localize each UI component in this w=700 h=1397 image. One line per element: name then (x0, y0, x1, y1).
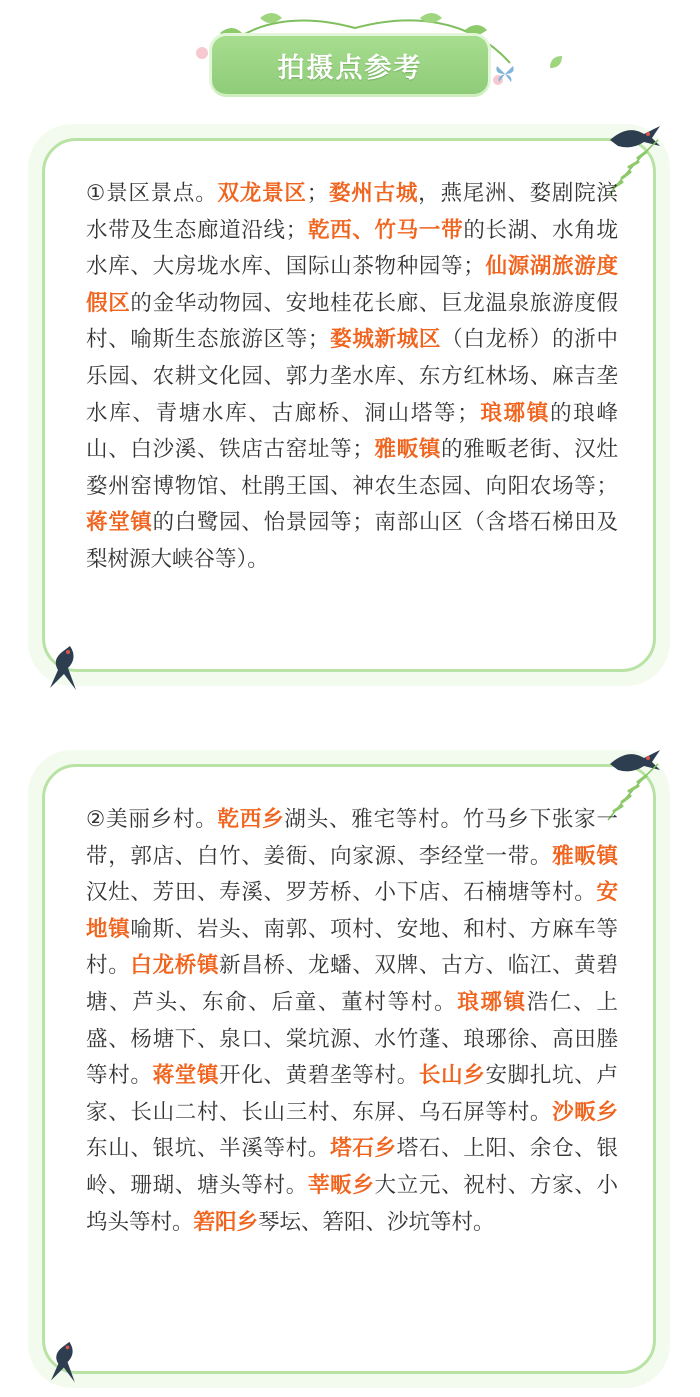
body-text: 塔石、上阳、余仓、银岭、珊瑚、塘头等村。 (86, 1136, 618, 1198)
highlighted-place-name: 长山乡 (418, 1063, 486, 1089)
body-text: 的金华动物园、安地桂花长廊、巨龙温泉旅游度假村、喻斯生态旅游区等； (86, 290, 618, 353)
body-text: 的长湖、水角垅水库、大房垅水库、国际山茶物种园等； (86, 217, 618, 280)
highlighted-place-name: 琅琊镇 (457, 989, 527, 1015)
body-text: 的白鹭园、怡景园等；南部山区（含塔石梯田及梨树源大峡谷等）。 (86, 510, 618, 572)
butterfly-icon (494, 64, 516, 84)
body-text: 东山、银坑、半溪等村。 (86, 1136, 331, 1162)
header (0, 0, 700, 110)
body-text: 新昌桥、龙蟠、双牌、古方、临江、黄碧塘、芦头、东俞、后童、董村等村。 (86, 953, 618, 1015)
body-text: 浩仁、上盛、杨塘下、泉口、棠坑源、水竹蓬、琅琊徐、高田塍等村。 (86, 989, 618, 1089)
body-text: 的琅峰山、白沙溪、铁店古窑址等； (86, 400, 618, 463)
body-text: ②美丽乡村。 (86, 807, 218, 832)
swallow-icon (42, 1340, 82, 1386)
highlighted-place-name: 白龙桥镇 (130, 953, 220, 979)
title-banner (212, 36, 488, 94)
highlighted-place-name: 箬阳乡 (193, 1209, 259, 1235)
body-text: 大立元、祝村、方家、小坞头等村。 (86, 1172, 618, 1235)
highlighted-place-name: 婺城新城区 (329, 327, 442, 353)
scenic-spots-text (86, 176, 618, 579)
beautiful-villages-card (28, 750, 670, 1388)
swallow-icon (42, 644, 82, 694)
highlighted-place-name: 蒋堂镇 (152, 1063, 220, 1089)
highlighted-place-name: 雅畈镇 (373, 437, 442, 463)
body-text: 安脚扎坑、卢家、长山二村、长山三村、东屏、乌石屏等村。 (86, 1063, 618, 1125)
body-text: ； (306, 181, 329, 206)
highlighted-place-name: 仙源湖旅游度假区 (86, 254, 618, 316)
highlighted-place-name: 乾西乡 (217, 807, 285, 832)
body-text: 喻斯、岩头、南郭、项村、安地、和村、方麻车等村。 (86, 916, 618, 979)
highlighted-place-name: 沙畈乡 (552, 1099, 618, 1125)
body-text: 汉灶、芳田、寿溪、罗芳桥、小下店、石楠塘等村。 (86, 880, 597, 906)
scenic-spots-card (28, 124, 670, 686)
highlighted-place-name: 双龙景区 (217, 181, 307, 206)
highlighted-place-name: 乾西、竹马一带 (307, 217, 464, 243)
body-text: 的雅畈老街、汉灶婺州窑博物馆、杜鹃王国、神农生态园、向阳农场等； (86, 437, 618, 499)
highlighted-place-name: 安地镇 (86, 880, 618, 942)
highlighted-place-name: 莘畈乡 (307, 1172, 375, 1198)
highlighted-place-name: 婺州古城 (328, 181, 419, 206)
body-text: ，燕尾洲、婺剧院滨水带及生态廊道沿线； (86, 181, 618, 243)
highlighted-place-name: 塔石乡 (330, 1136, 397, 1162)
highlighted-place-name: 蒋堂镇 (86, 510, 153, 536)
body-text: ①景区景点。 (86, 181, 218, 206)
body-text: 琴坛、箬阳、沙坑等村。 (258, 1209, 495, 1235)
highlighted-place-name: 雅畈镇 (552, 843, 618, 869)
beautiful-villages-text (86, 802, 618, 1241)
highlighted-place-name: 琅琊镇 (478, 400, 551, 426)
body-text: （白龙桥）的浙中乐园、农耕文化园、郭力垄水库、东方红林场、麻吉垄水库、青塘水库、古廊桥、洞山塔等； (86, 327, 618, 426)
body-text: 开化、黄碧垄等村。 (219, 1063, 419, 1089)
page-title: 拍摄点参考 (277, 52, 423, 84)
leaf-icon (548, 54, 564, 70)
body-text: 湖头、雅宅等村。竹马乡下张家一带，郭店、白竹、姜衙、向家源、李经堂一带。 (86, 807, 618, 869)
